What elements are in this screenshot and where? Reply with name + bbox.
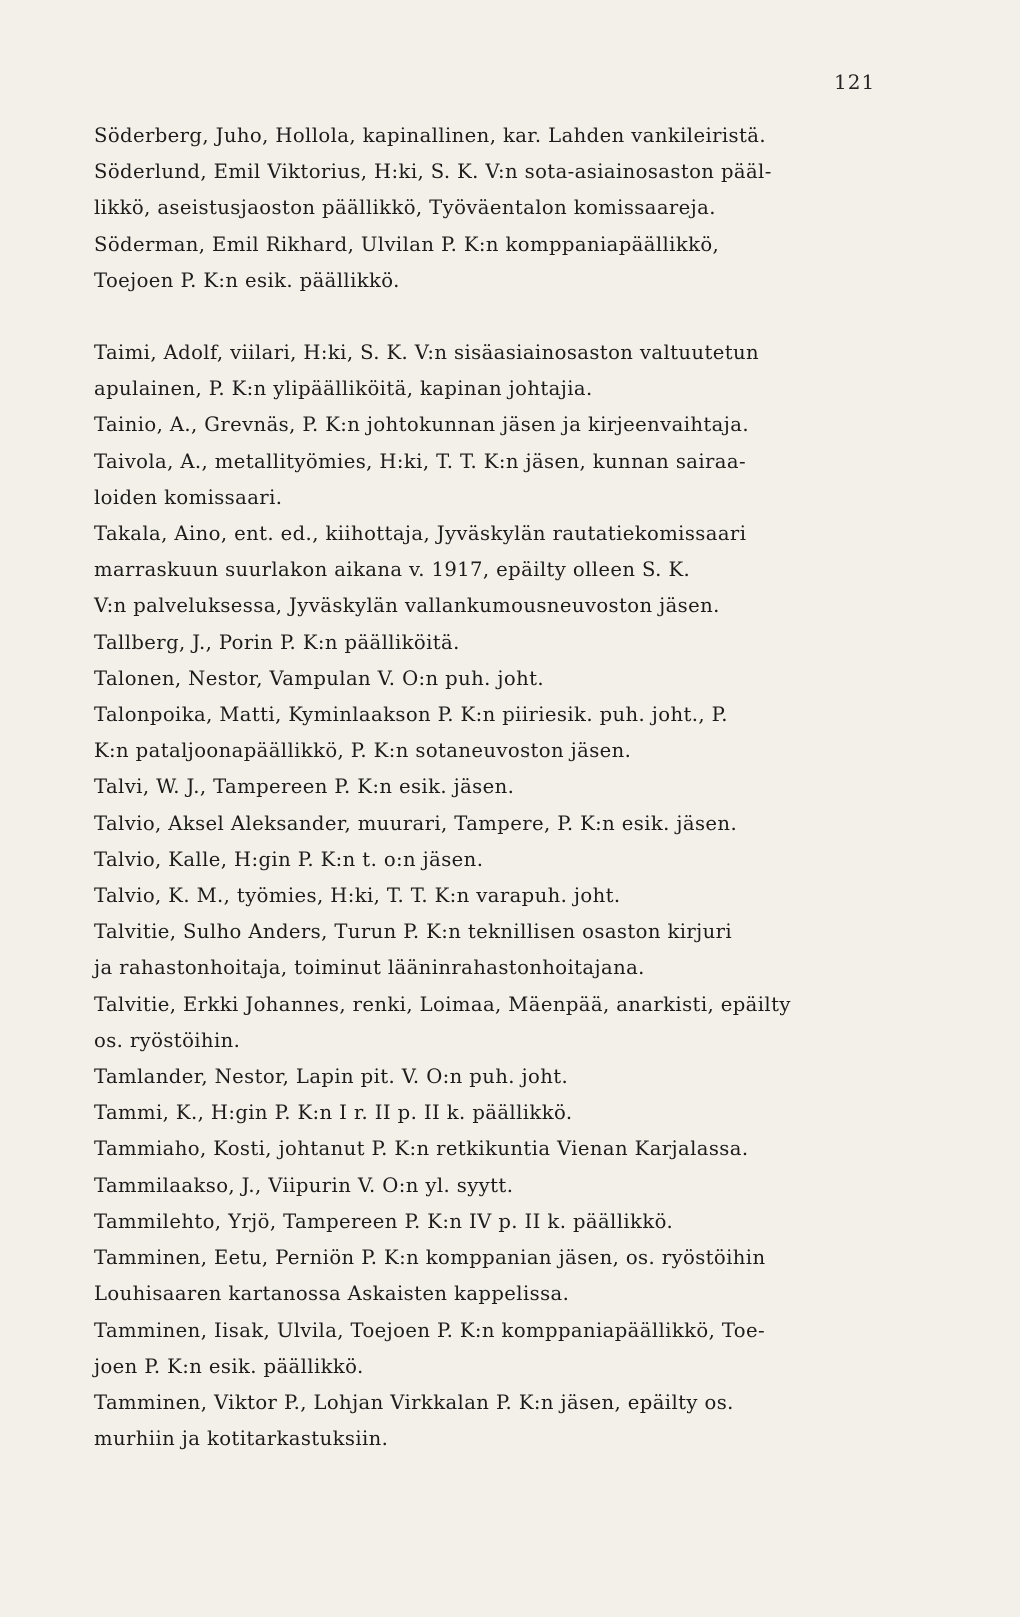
entry-line: ja rahastonhoitaja, toiminut lääninrahastonhoitajana. bbox=[94, 956, 645, 980]
entry bbox=[94, 769, 894, 805]
entry-line: Tallberg, J., Porin P. K:n päälliköitä. bbox=[94, 630, 460, 654]
entry-line: K:n pataljoonapäällikkö, P. K:n sotaneuvoston jäsen. bbox=[94, 739, 632, 763]
entry bbox=[94, 118, 894, 154]
entry bbox=[94, 1168, 894, 1204]
entry-line: Tammiaho, Kosti, johtanut P. K:n retkikuntia Vienan Karjalassa. bbox=[94, 1137, 749, 1161]
entry bbox=[94, 1204, 894, 1240]
entry bbox=[94, 1385, 894, 1457]
entry bbox=[94, 227, 894, 299]
entry-line: os. ryöstöihin. bbox=[94, 1028, 241, 1052]
entry-line: Söderberg, Juho, Hollola, kapinallinen, kar. Lahden vankileiristä. bbox=[94, 124, 766, 147]
entry-line: Talvi, W. J., Tampereen P. K:n esik. jäsen. bbox=[94, 775, 515, 799]
entry-line: Tammilaakso, J., Viipurin V. O:n yl. syytt. bbox=[94, 1173, 514, 1197]
entry-line: V:n palveluksessa, Jyväskylän vallankumousneuvoston jäsen. bbox=[94, 594, 720, 618]
entry bbox=[94, 444, 894, 516]
entry bbox=[94, 1059, 894, 1095]
entry-line: Louhisaaren kartanossa Askaisten kappelissa. bbox=[94, 1282, 570, 1306]
entry-line: Tamminen, Viktor P., Lohjan Virkkalan P. K:n jäsen, epäilty os. bbox=[94, 1390, 734, 1414]
entry bbox=[94, 154, 894, 226]
entry bbox=[94, 407, 894, 443]
page-number: 121 bbox=[834, 70, 876, 94]
entry-line: Talvitie, Sulho Anders, Turun P. K:n teknillisen osaston kirjuri bbox=[94, 920, 733, 944]
entry bbox=[94, 806, 894, 842]
entry-line: murhiin ja kotitarkastuksiin. bbox=[94, 1427, 389, 1451]
entry-block bbox=[94, 335, 894, 1457]
entry-line: joen P. K:n esik. päällikkö. bbox=[94, 1354, 364, 1378]
entry bbox=[94, 914, 894, 986]
entry-line: apulainen, P. K:n ylipäälliköitä, kapinan johtajia. bbox=[94, 377, 593, 401]
entry-line: Talvio, K. M., työmies, H:ki, T. T. K:n varapuh. joht. bbox=[94, 884, 621, 908]
entry-line: Tamminen, Eetu, Perniön P. K:n komppanian jäsen, os. ryöstöihin bbox=[94, 1246, 766, 1270]
entry bbox=[94, 697, 894, 769]
entry-line: likkö, aseistusjaoston päällikkö, Työväentalon komissaareja. bbox=[94, 196, 716, 220]
entry-line: Talvio, Aksel Aleksander, muurari, Tampere, P. K:n esik. jäsen. bbox=[94, 811, 738, 835]
entry-line: Taivola, A., metallityömies, H:ki, T. T. K:n jäsen, kunnan sairaa- bbox=[94, 449, 746, 473]
entry-line: Tammi, K., H:gin P. K:n I r. II p. II k. päällikkö. bbox=[94, 1101, 573, 1125]
entry-line: marraskuun suurlakon aikana v. 1917, epäilty olleen S. K. bbox=[94, 558, 691, 582]
entry bbox=[94, 625, 894, 661]
entry bbox=[94, 878, 894, 914]
entry bbox=[94, 987, 894, 1059]
entry bbox=[94, 516, 894, 625]
entry-line: Talvio, Kalle, H:gin P. K:n t. o:n jäsen. bbox=[94, 847, 484, 871]
entry-block bbox=[94, 118, 894, 299]
entry-line: Tamlander, Nestor, Lapin pit. V. O:n puh. joht. bbox=[94, 1065, 569, 1089]
entry-line: Tammilehto, Yrjö, Tampereen P. K:n IV p. II k. päällikkö. bbox=[94, 1209, 674, 1233]
entry bbox=[94, 1240, 894, 1312]
entry-line: Söderlund, Emil Viktorius, H:ki, S. K. V:n sota-asiainosaston pääl- bbox=[94, 160, 772, 184]
entry-line: Talonpoika, Matti, Kyminlaakson P. K:n piiriesik. puh. joht., P. bbox=[94, 703, 728, 727]
entry bbox=[94, 1095, 894, 1131]
entry-line: Talvitie, Erkki Johannes, renki, Loimaa, Mäenpää, anarkisti, epäilty bbox=[94, 992, 791, 1016]
entry-line: Talonen, Nestor, Vampulan V. O:n puh. joht. bbox=[94, 666, 545, 690]
entry-line: loiden komissaari. bbox=[94, 485, 283, 509]
entry-line: Tainio, A., Grevnäs, P. K:n johtokunnan jäsen ja kirjeenvaihtaja. bbox=[94, 413, 749, 437]
entry bbox=[94, 1313, 894, 1385]
entry-line: Toejoen P. K:n esik. päällikkö. bbox=[94, 268, 400, 292]
entry-list bbox=[94, 118, 894, 1457]
entry bbox=[94, 842, 894, 878]
entry-line: Tamminen, Iisak, Ulvila, Toejoen P. K:n komppaniapäällikkö, Toe- bbox=[94, 1318, 765, 1342]
entry-line: Taimi, Adolf, viilari, H:ki, S. K. V:n sisäasiainosaston valtuutetun bbox=[94, 341, 760, 365]
entry-line: Takala, Aino, ent. ed., kiihottaja, Jyväskylän rautatiekomissaari bbox=[94, 522, 747, 546]
entry-line: Söderman, Emil Rikhard, Ulvilan P. K:n komppaniapäällikkö, bbox=[94, 232, 720, 256]
entry bbox=[94, 335, 894, 407]
entry bbox=[94, 661, 894, 697]
entry bbox=[94, 1131, 894, 1167]
